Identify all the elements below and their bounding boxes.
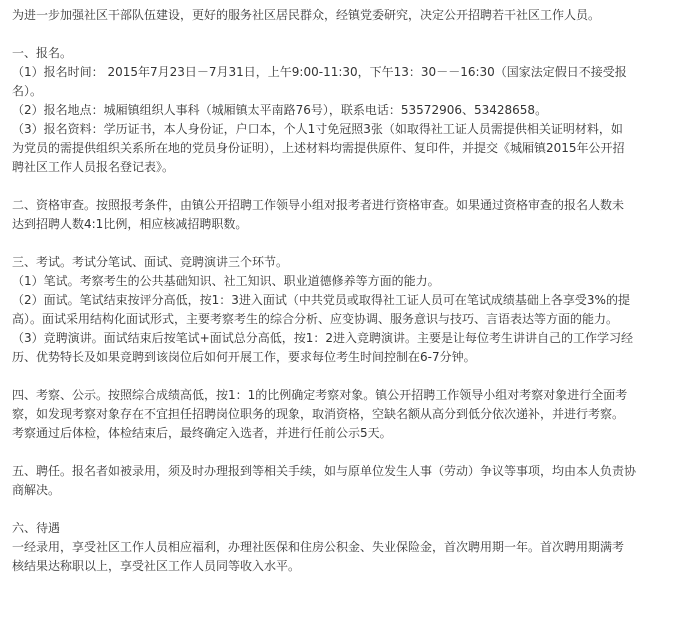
text-line: 一经录用，享受社区工作人员相应福利，办理社医保和住房公积金、失业保险金，首次聘用期一年。首次聘用期满考	[12, 540, 625, 554]
text-line: 为党员的需提供组织关系所在地的党员身份证明），上述材料均需提供原件、复印件，并提交《城厢镇2015年公开招	[12, 141, 625, 155]
text-line: （3）竞聘演讲。面试结束后按笔试+面试总分高低，按1：2进入竞聘演讲。主要是让每位考生讲讲自己的工作学习经	[12, 331, 633, 345]
text-line: 高）。面试采用结构化面试形式，主要考察考生的综合分析、应变协调、服务意识与技巧、言语表达等方面的能力。	[12, 312, 619, 326]
text-line: 二、资格审查。按照报考条件，由镇公开招聘工作领导小组对报考者进行资格审查。如果通过资格审查的报名人数未	[12, 198, 625, 212]
section-heading: 一、报名。	[12, 46, 73, 60]
text-line: 聘社区工作人员报名登记表》。	[12, 160, 175, 174]
text-line: （2）报名地点：城厢镇组织人事科（城厢镇太平南路76号），联系电话：53572906、53428658。	[12, 103, 548, 117]
text-line: （2）面试。笔试结束按评分高低，按1：3进入面试（中共党员或取得社工证人员可在笔试成绩基础上各享受3%的提	[12, 293, 630, 307]
paragraph-gap	[12, 367, 687, 386]
text-line: 四、考察、公示。按照综合成绩高低，按1：1的比例确定考察对象。镇公开招聘工作领导小组对考察对象进行全面考	[12, 388, 628, 402]
text-line: 达到招聘人数4:1比例，相应核减招聘职数。	[12, 217, 248, 231]
text-line: 考察通过后体检，体检结束后，最终确定入选者，并进行任前公示5天。	[12, 426, 392, 440]
paragraph-gap	[12, 25, 687, 44]
section-appointment	[12, 462, 687, 500]
text-line: 核结果达称职以上，享受社区工作人员同等收入水平。	[12, 559, 301, 573]
text-line: 五、聘任。报名者如被录用，须及时办理报到等相关手续，如与原单位发生人事（劳动）争议等事项，均由本人负责协	[12, 464, 637, 478]
paragraph-gap	[12, 500, 687, 519]
section-registration	[12, 44, 687, 177]
section-inspection	[12, 386, 687, 443]
text-line: （1）报名时间： 2015年7月23日－7月31日，上午9:00-11:30，下午13：30－－16:30（国家法定假日不接受报	[12, 65, 627, 79]
text-line: 名）。	[12, 84, 43, 98]
section-benefits	[12, 519, 687, 576]
text-line: （1）笔试。考察考生的公共基础知识、社工知识、职业道德修养等方面的能力。	[12, 274, 440, 288]
section-qualification-review	[12, 196, 687, 234]
text-line: （3）报名资料：学历证书，本人身份证，户口本，个人1寸免冠照3张（如取得社工证人员需提供相关证明材料，如	[12, 122, 623, 136]
text-line: 历、优势特长及如果竞聘到该岗位后如何开展工作，要求每位考生时间控制在6-7分钟。	[12, 350, 476, 364]
paragraph-gap	[12, 177, 687, 196]
section-exam	[12, 253, 687, 367]
paragraph-gap	[12, 234, 687, 253]
paragraph-gap	[12, 443, 687, 462]
text-line: 为进一步加强社区干部队伍建设，更好的服务社区居民群众，经镇党委研究，决定公开招聘若干社区工作人员。	[12, 8, 601, 22]
intro-paragraph	[12, 6, 687, 25]
text-line: 商解决。	[12, 483, 61, 497]
section-heading: 六、待遇	[12, 521, 61, 535]
text-line: 察，如发现考察对象存在不宜担任招聘岗位职务的现象，取消资格，空缺名额从高分到低分依次递补，并进行考察。	[12, 407, 625, 421]
section-heading: 三、考试。考试分笔试、面试、竞聘演讲三个环节。	[12, 255, 289, 269]
